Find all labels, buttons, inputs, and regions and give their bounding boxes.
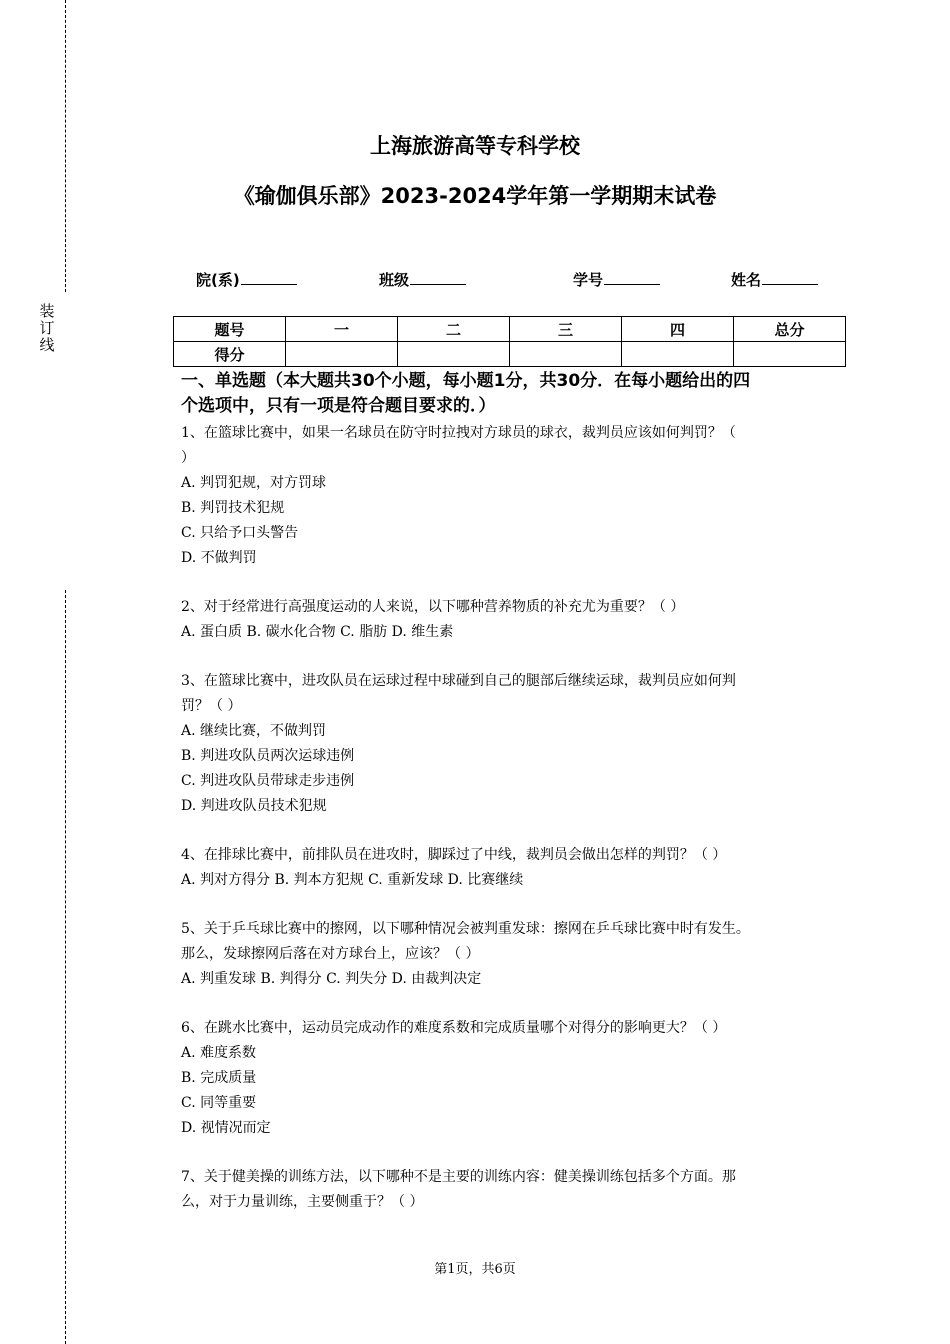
question-stem-line: 罚？（ ） (181, 698, 242, 714)
section-heading (181, 369, 853, 419)
question-stem-line: 4、在排球比赛中，前排队员在进攻时，脚踩过了中线，裁判员会做出怎样的判罚？（ ） (181, 847, 727, 863)
score-table-cell: 题号 (174, 317, 286, 342)
score-input-cell[interactable] (510, 342, 622, 367)
option-d: D. 判进攻队员技术犯规 (181, 798, 327, 814)
option-a: A. 判罚犯规，对方罚球 (181, 475, 327, 491)
binding-char: 装 (39, 302, 55, 320)
question-5 (181, 917, 853, 992)
option-a: A. 继续比赛，不做判罚 (181, 723, 327, 739)
question-stem-line: ） (181, 450, 195, 466)
question-2 (181, 595, 853, 645)
question-stem-line: 7、关于健美操的训练方法，以下哪种不是主要的训练内容：健美操训练包括多个方面。那 (181, 1169, 736, 1185)
binding-char: 订 (39, 319, 55, 337)
score-table-score-row (174, 342, 846, 367)
student-info-row (0, 268, 950, 292)
question-stem-line: 么，对于力量训练，主要侧重于？（ ） (181, 1194, 424, 1210)
question-stem-line: 6、在跳水比赛中，运动员完成动作的难度系数和完成质量哪个对得分的影响更大？（ ） (181, 1020, 727, 1036)
score-table-cell: 四 (622, 317, 734, 342)
score-input-cell[interactable] (398, 342, 510, 367)
question-3 (181, 669, 853, 819)
student-id-blank[interactable] (604, 268, 660, 285)
score-table-cell: 三 (510, 317, 622, 342)
student-id-label: 学号 (573, 271, 604, 289)
option-d: D. 视情况而定 (181, 1120, 271, 1136)
binding-dashed-line-bottom (65, 590, 66, 1344)
question-6 (181, 1016, 853, 1141)
option-b: B. 完成质量 (181, 1070, 257, 1086)
score-row-label: 得分 (174, 342, 286, 367)
option-c: C. 只给予口头警告 (181, 525, 299, 541)
name-field[interactable] (731, 268, 818, 290)
option-c: C. 判进攻队员带球走步违例 (181, 773, 355, 789)
score-table-cell: 一 (286, 317, 398, 342)
name-label: 姓名 (731, 271, 762, 289)
name-blank[interactable] (762, 268, 818, 285)
binding-label (38, 303, 56, 354)
exam-content (181, 369, 853, 1215)
options-inline: A. 判对方得分 B. 判本方犯规 C. 重新发球 D. 比赛继续 (181, 872, 524, 888)
option-d: D. 不做判罚 (181, 550, 257, 566)
student-id-field[interactable] (573, 268, 660, 290)
question-stem-line: 3、在篮球比赛中，进攻队员在运球过程中球碰到自己的腿部后继续运球，裁判员应如何判 (181, 673, 736, 689)
exam-title: 《瑜伽俱乐部》2023-2024学年第一学期期末试卷 (233, 184, 717, 208)
section-heading-line: 一、单选题（本大题共30个小题，每小题1分，共30分．在每小题给出的四 (181, 371, 751, 391)
option-b: B. 判罚技术犯规 (181, 500, 285, 516)
class-label: 班级 (379, 271, 410, 289)
score-input-cell[interactable] (622, 342, 734, 367)
page-footer: 第1页，共6页 (434, 1262, 516, 1277)
score-table-cell: 二 (398, 317, 510, 342)
department-label: 院(系) (196, 271, 240, 289)
class-blank[interactable] (410, 268, 466, 285)
options-inline: A. 判重发球 B. 判得分 C. 判失分 D. 由裁判决定 (181, 971, 482, 987)
binding-char: 线 (39, 336, 55, 354)
department-field[interactable] (196, 268, 297, 290)
section-heading-line: 个选项中，只有一项是符合题目要求的．） (181, 396, 496, 416)
school-title: 上海旅游高等专科学校 (370, 134, 580, 158)
question-stem-line: 5、关于乒乓球比赛中的擦网，以下哪种情况会被判重发球：擦网在乒乓球比赛中时有发生。 (181, 921, 750, 937)
question-stem-line: 2、对于经常进行高强度运动的人来说，以下哪种营养物质的补充尤为重要？（ ） (181, 599, 685, 615)
score-table-header-row (174, 317, 846, 342)
score-table (173, 316, 846, 367)
option-c: C. 同等重要 (181, 1095, 257, 1111)
option-b: B. 判进攻队员两次运球违例 (181, 748, 355, 764)
score-input-cell[interactable] (286, 342, 398, 367)
class-field[interactable] (379, 268, 466, 290)
score-input-cell[interactable] (734, 342, 846, 367)
question-stem-line: 那么，发球擦网后落在对方球台上，应该？（ ） (181, 946, 480, 962)
options-inline: A. 蛋白质 B. 碳水化合物 C. 脂肪 D. 维生素 (181, 624, 454, 640)
question-4 (181, 843, 853, 893)
question-1 (181, 421, 853, 571)
option-a: A. 难度系数 (181, 1045, 257, 1061)
question-7 (181, 1165, 853, 1215)
question-stem-line: 1、在篮球比赛中，如果一名球员在防守时拉拽对方球员的球衣，裁判员应该如何判罚？（ (181, 425, 736, 441)
department-blank[interactable] (241, 268, 297, 285)
score-table-cell: 总分 (734, 317, 846, 342)
